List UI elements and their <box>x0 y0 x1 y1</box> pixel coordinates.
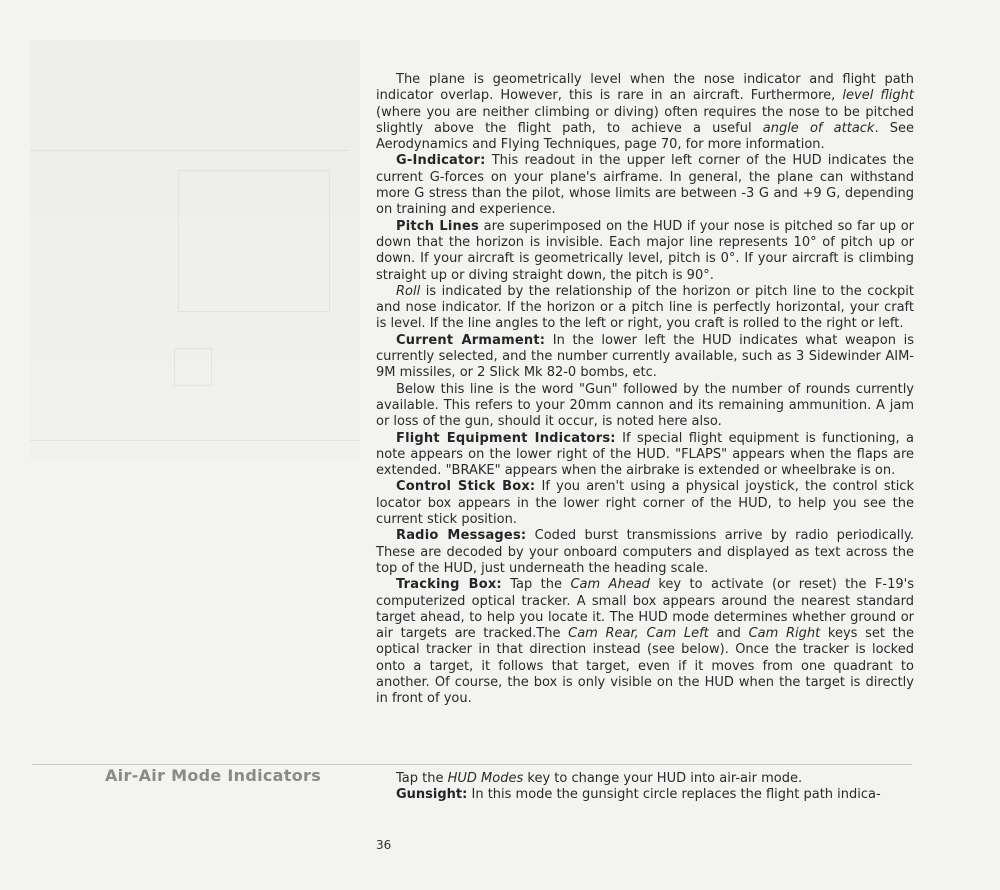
paragraph-control-stick <box>376 479 914 528</box>
run-text: Tap the <box>396 771 448 786</box>
paragraph-tracking-box <box>376 577 914 707</box>
run-heading: Radio Messages: <box>396 528 527 544</box>
page-number: 36 <box>376 838 392 852</box>
paragraph-g-indicator <box>376 153 914 218</box>
section-text <box>376 771 914 804</box>
bleed-frame <box>178 170 330 312</box>
paragraph-radio-messages <box>376 528 914 577</box>
paragraph-flight-equipment <box>376 431 914 480</box>
run-emphasis: level flight <box>842 88 914 104</box>
bleed-frame <box>174 348 212 386</box>
run-text: keys set the optical tracker in that direction instead (see below). Once the tracker is locked onto a target, it follows that target, even if it moves from one quadrant to another. Of course, the box is only visible on the HUD when the target is directly in front of you. <box>376 626 914 707</box>
bleed-rule <box>30 440 360 441</box>
run-text: is indicated by the relationship of the horizon or pitch line to the cockpit and nose indicator. If the horizon or a pitch line is perfectly horizontal, your craft is level. If the line angles to the left or right, you craft is rolled to the right or left. <box>376 283 914 332</box>
run-text: (where you are neither climbing or diving) often requires the nose to be pitched slightly above the flight path, to achieve a useful <box>376 104 914 136</box>
run-text: Below this line is the word "Gun" followed by the number of rounds currently available. This refers to your 20mm cannon and its remaining ammunition. A jam or loss of the gun, should it occur, is noted here also. <box>376 381 914 430</box>
paragraph-roll <box>376 284 914 333</box>
run-text: This readout in the upper left corner of the HUD indicates the current G-forces on your plane's airframe. In general, the plane can withstand more G stress than the pilot, whose limits are between -3 G and +9 G, depending on training and experience. <box>376 153 914 218</box>
paragraph-gun-line <box>376 382 914 431</box>
show-through-background <box>30 40 360 460</box>
paragraph-gunsight <box>376 787 914 803</box>
run-text: If special flight equipment is functioning, a note appears on the lower right of the HUD. "FLAPS" appears when the flaps are extended. "BRAKE" appears when the airbrake is extended or wheelbrake is on. <box>376 430 914 479</box>
run-text: In this mode the gunsight circle replaces the flight path indica- <box>467 787 881 803</box>
run-heading: Flight Equipment Indicators: <box>396 430 616 446</box>
run-text: If you aren't using a physical joystick, the control stick locator box appears in the lower right corner of the HUD, to help you see the current stick position. <box>376 479 914 528</box>
run-heading: Current Armament: <box>396 332 546 348</box>
paragraph-current-armament <box>376 333 914 382</box>
paragraph-hud-modes <box>376 771 914 787</box>
run-emphasis: Roll <box>396 283 421 299</box>
run-heading: G-Indicator: <box>396 153 486 169</box>
paragraph-pitch-lines <box>376 219 914 284</box>
run-text: and <box>708 626 749 642</box>
section-heading: Air-Air Mode Indicators <box>105 766 322 785</box>
run-text: Coded burst transmissions arrive by radio periodically. These are decoded by your onboard computers and displayed as text across the top of the HUD, just underneath the heading scale. <box>376 528 915 576</box>
run-emphasis: angle of attack <box>762 120 875 136</box>
bleed-rule <box>30 150 350 151</box>
section-divider <box>32 764 912 765</box>
run-text: In the lower left the HUD indicates what weapon is currently selected, and the number currently available, such as 3 Sidewinder AIM-9M missiles, or 2 Slick Mk 82-0 bombs, etc. <box>376 332 914 381</box>
run-emphasis: Cam Rear, Cam Left <box>568 626 709 642</box>
run-text: key to activate (or reset) the F-19's computerized optical tracker. A small box appears around the nearest standard target ahead, to help you locate it. The HUD mode determines whether ground or air targets are tracked.The <box>376 577 914 642</box>
run-heading: Gunsight: <box>396 787 468 803</box>
paragraph-p1 <box>376 72 914 153</box>
run-text: The plane is geometrically level when the nose indicator and flight path indicator overlap. However, this is rare in an aircraft. Furthermore, <box>376 72 914 104</box>
run-text: Tap the <box>501 577 571 593</box>
run-heading: Pitch Lines <box>396 218 479 234</box>
run-text: . See Aerodynamics and Flying Techniques, page 70, for more information. <box>376 120 915 153</box>
run-emphasis: HUD Modes <box>447 771 524 786</box>
run-heading: Control Stick Box: <box>396 479 536 495</box>
run-emphasis: Cam Right <box>748 626 821 642</box>
run-text: are superimposed on the HUD if your nose is pitched so far up or down that the horizon is invisible. Each major line represents 10° of pitch up or down. If your aircraft is geometrically level, pitch is 0°. If your aircraft is climbing straight up or diving straight down, the pitch is 90°. <box>376 218 914 283</box>
body-text <box>376 72 914 708</box>
run-heading: Tracking Box: <box>396 577 502 593</box>
run-text: key to change your HUD into air-air mode. <box>523 771 803 786</box>
run-emphasis: Cam Ahead <box>570 577 650 593</box>
